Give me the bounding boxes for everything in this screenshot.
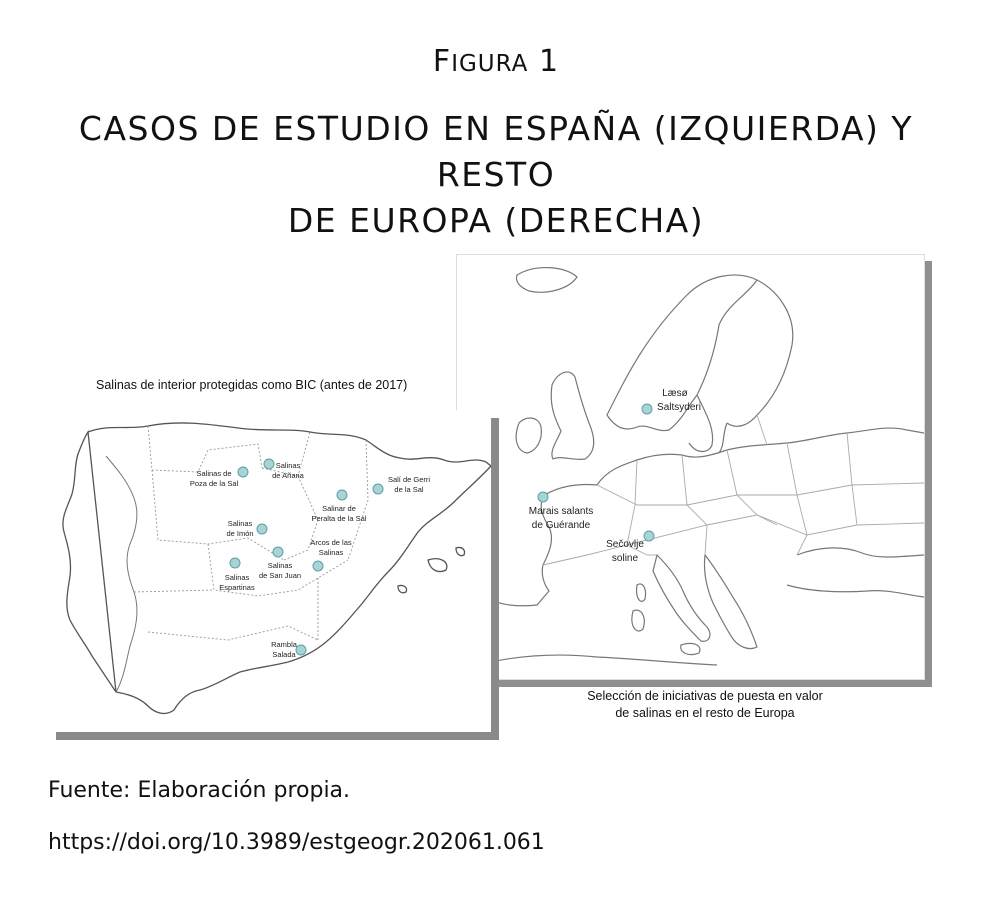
site-label: Læsø: [662, 388, 688, 399]
site-label: de Añana: [272, 471, 304, 480]
site-label: Saltsyderi: [657, 402, 701, 413]
site-label: Salada: [272, 650, 296, 659]
source-note: Fuente: Elaboración propia.: [48, 778, 351, 803]
site-label: Rambla: [271, 640, 297, 649]
europe-map-caption: [560, 688, 850, 722]
europe-borders: [543, 415, 924, 565]
site-label: de Guérande: [531, 520, 591, 531]
map-marker: [273, 547, 283, 557]
spain-site-labels: [190, 461, 431, 659]
figure-number: 1: [538, 44, 560, 79]
site-label: de San Juan: [258, 571, 302, 580]
map-marker: [644, 531, 654, 541]
site-label: Salí de Gerri: [387, 475, 431, 484]
europe-map: [457, 255, 924, 679]
europe-coastlines: [461, 268, 924, 665]
map-marker: [337, 490, 347, 500]
figure-title-line-2: DE EUROPA (DERECHA): [287, 201, 705, 240]
map-marker: [230, 558, 240, 568]
figure-label-rest: IGURA: [451, 51, 529, 77]
site-label: Salinas: [318, 548, 344, 557]
figure-label: [0, 44, 992, 79]
map-marker: [257, 524, 267, 534]
map-marker: [296, 645, 306, 655]
site-label: Salinar de: [322, 504, 356, 513]
site-label: Espartinas: [219, 583, 255, 592]
site-label: Salinas: [224, 573, 250, 582]
map-marker: [238, 467, 248, 477]
portugal-border: [106, 456, 137, 692]
site-label: Salinas: [227, 519, 253, 528]
site-label: de Imón: [226, 529, 254, 538]
figure-title: [40, 106, 952, 244]
map-marker: [373, 484, 383, 494]
figure-title-line-1: CASOS DE ESTUDIO EN ESPAÑA (IZQUIERDA) Y RESTO: [78, 109, 914, 194]
site-label: Salinas: [267, 561, 293, 570]
spain-map: [48, 410, 491, 732]
site-label: Salinas de: [196, 469, 232, 478]
europe-map-panel: [456, 254, 925, 680]
site-label: de la Sal: [394, 485, 424, 494]
spain-map-title: Salinas de interior protegidas como BIC (antes de 2017): [96, 378, 408, 392]
figure-label-initial: F: [432, 44, 452, 79]
europe-caption-line-2: de salinas en el resto de Europa: [615, 706, 795, 720]
map-marker: [538, 492, 548, 502]
site-label: Arcos de las: [310, 538, 352, 547]
site-label: Poza de la Sal: [189, 479, 239, 488]
map-marker: [264, 459, 274, 469]
site-label: Salinas: [275, 461, 301, 470]
map-marker: [313, 561, 323, 571]
site-label: soline: [611, 553, 639, 564]
site-label: Peralta de la Sal: [311, 514, 367, 523]
site-label: Marais salants: [528, 506, 594, 517]
spain-map-panel: [48, 410, 491, 732]
europe-caption-line-1: Selección de iniciativas de puesta en valor: [587, 689, 823, 703]
site-label: Sečovlje: [606, 539, 644, 550]
map-marker: [642, 404, 652, 414]
spain-markers: [227, 459, 383, 655]
doi-link[interactable]: https://doi.org/10.3989/estgeogr.202061.061: [48, 830, 545, 855]
